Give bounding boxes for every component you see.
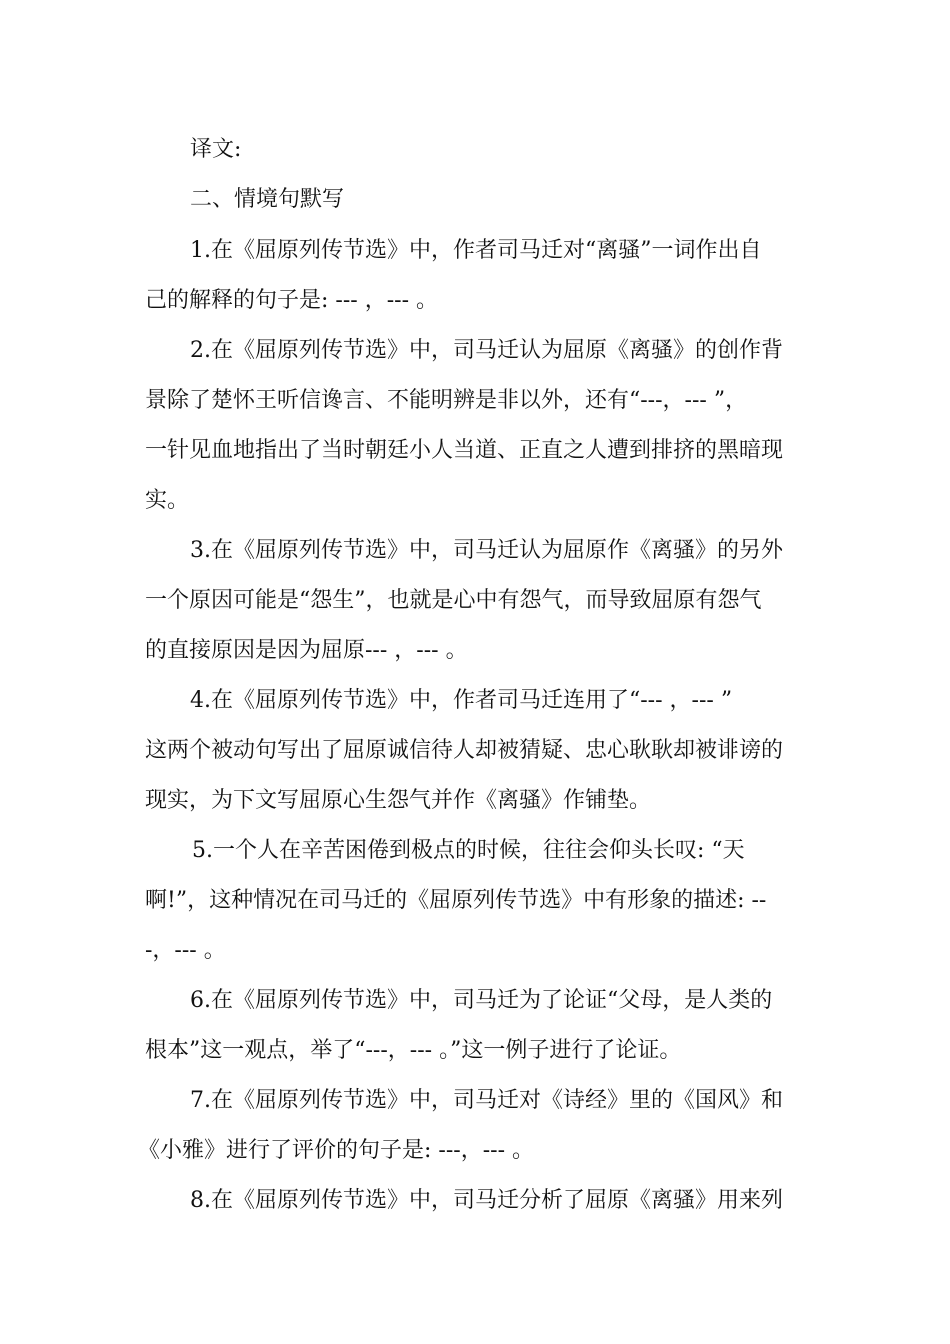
question-6-line-2: 根本”这一观点，举了“---，--- 。”这一例子进行了论证。 [145,1038,682,1063]
question-4-line-1: 4.在《屈原列传节选》中，作者司马迁连用了“--- ，--- ” [190,688,733,713]
question-4-line-2: 这两个被动句写出了屈原诚信待人却被猜疑、忠心耿耿却被诽谤的 [145,738,784,763]
question-5-line-1: 5.一个人在辛苦困倦到极点的时候，往往会仰头长叹: “天 [192,838,745,863]
question-3-line-1: 3.在《屈原列传节选》中，司马迁认为屈原作《离骚》的另外 [190,538,783,563]
question-1-line-1: 1.在《屈原列传节选》中，作者司马迁对“离骚”一词作出自 [190,238,762,263]
question-7-line-2: 《小雅》进行了评价的句子是: ---，--- 。 [138,1138,535,1163]
question-5-line-2: 啊!”，这种情况在司马迁的《屈原列传节选》中有形象的描述: -- [145,888,767,913]
question-5-line-3: -，--- 。 [145,938,226,963]
question-4-line-3: 现实，为下文写屈原心生怨气并作《离骚》作铺垫。 [145,788,652,813]
question-8-line-1: 8.在《屈原列传节选》中，司马迁分析了屈原《离骚》用来列 [190,1188,783,1213]
question-2-line-1: 2.在《屈原列传节选》中，司马迁认为屈原《离骚》的创作背 [190,338,783,363]
question-3-line-2: 一个原因可能是“怨生”，也就是心中有怨气，而导致屈原有怨气 [145,588,762,613]
question-2-line-3: 一针见血地指出了当时朝廷小人当道、正直之人遭到排挤的黑暗现 [145,438,784,463]
question-2-line-4: 实。 [145,488,190,513]
question-3-line-3: 的直接原因是因为屈原--- ，--- 。 [145,638,468,663]
question-2-line-2: 景除了楚怀王听信谗言、不能明辨是非以外，还有“---，--- ”， [145,388,748,413]
question-1-line-2: 己的解释的句子是: --- ，--- 。 [145,288,438,313]
question-6-line-1: 6.在《屈原列传节选》中，司马迁为了论证“父母，是人类的 [190,988,773,1013]
section-heading: 二、情境句默写 [190,187,345,212]
translation-label: 译文: [190,137,242,162]
question-7-line-1: 7.在《屈原列传节选》中，司马迁对《诗经》里的《国风》和 [190,1088,783,1113]
